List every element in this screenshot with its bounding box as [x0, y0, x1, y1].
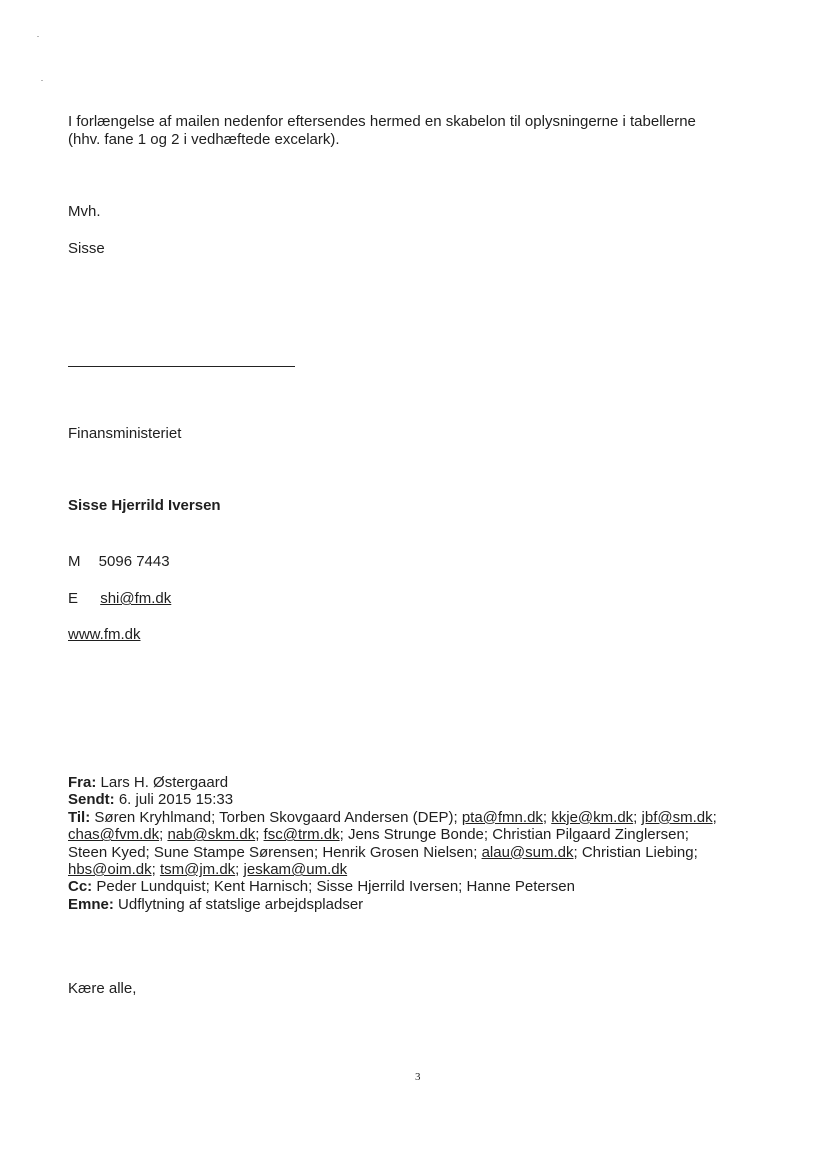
speck-mark: [37, 36, 39, 37]
cc-row: [68, 878, 717, 895]
separator: ;: [255, 826, 264, 844]
email-link[interactable]: kkje@km.dk: [551, 808, 634, 826]
email-link[interactable]: nab@skm.dk: [167, 826, 256, 844]
to-row-4: [68, 861, 717, 878]
closing-name: Sisse: [68, 240, 105, 257]
website-link[interactable]: www.fm.dk: [68, 626, 141, 643]
to-text: ; Christian Liebing;: [573, 843, 698, 861]
separator: ;: [633, 808, 642, 826]
signature-name: Sisse Hjerrild Iversen: [68, 497, 221, 514]
from-row: [68, 774, 717, 791]
email-link[interactable]: jbf@sm.dk: [641, 808, 713, 826]
signature-mobile: [68, 553, 170, 570]
salutation: Kære alle,: [68, 980, 137, 997]
email-link[interactable]: jeskam@um.dk: [243, 861, 348, 879]
separator: ;: [151, 861, 160, 879]
to-text: Søren Kryhlmand; Torben Skovgaard Andersen (DEP);: [94, 808, 462, 826]
sent-row: [68, 791, 717, 808]
email-label: E: [68, 590, 79, 607]
to-row-2: [68, 826, 717, 843]
from-value: Lars H. Østergaard: [100, 774, 229, 791]
intro-line-2: (hhv. fane 1 og 2 i vedhæftede excelark).: [68, 131, 340, 148]
email-link[interactable]: tsm@jm.dk: [159, 861, 236, 879]
forwarded-header: [68, 774, 717, 913]
speck-mark: [41, 80, 43, 81]
subject-value: Udflytning af statslige arbejdspladser: [118, 895, 364, 913]
mobile-number: 5096 7443: [98, 553, 170, 570]
cc-value: Peder Lundquist; Kent Harnisch; Sisse Hjerrild Iversen; Hanne Petersen: [96, 878, 575, 896]
to-text: ; Jens Strunge Bonde; Christian Pilgaard Zinglersen;: [339, 826, 689, 844]
email-link[interactable]: shi@fm.dk: [100, 590, 172, 607]
to-row-3: [68, 844, 717, 861]
email-link[interactable]: fsc@trm.dk: [263, 826, 340, 844]
to-row-1: [68, 809, 717, 826]
email-link[interactable]: hbs@oim.dk: [68, 861, 152, 879]
mobile-label: M: [68, 553, 81, 570]
sent-value: 6. juli 2015 15:33: [118, 791, 234, 809]
separator: ;: [235, 861, 244, 879]
email-link[interactable]: alau@sum.dk: [481, 843, 574, 861]
signature-email: [68, 590, 171, 607]
intro-line-1: I forlængelse af mailen nedenfor eftersendes hermed en skabelon til oplysningerne i tabellerne: [68, 113, 696, 130]
closing-greeting: Mvh.: [68, 203, 101, 220]
separator: ;: [712, 808, 717, 826]
separator: ;: [159, 826, 168, 844]
subject-label: Emne:: [68, 895, 114, 913]
to-label: Til:: [68, 808, 91, 826]
separator: ;: [542, 808, 552, 826]
sent-label: Sendt:: [68, 791, 115, 809]
page-number: 3: [415, 1071, 421, 1083]
from-label: Fra:: [68, 774, 97, 791]
to-text: Steen Kyed; Sune Stampe Sørensen; Henrik Grosen Nielsen;: [68, 843, 482, 861]
subject-row: [68, 896, 717, 913]
email-link[interactable]: pta@fmn.dk: [461, 808, 543, 826]
cc-label: Cc:: [68, 878, 93, 896]
email-link[interactable]: chas@fvm.dk: [68, 826, 160, 844]
signature-divider: [68, 366, 295, 367]
signature-org: Finansministeriet: [68, 425, 182, 442]
